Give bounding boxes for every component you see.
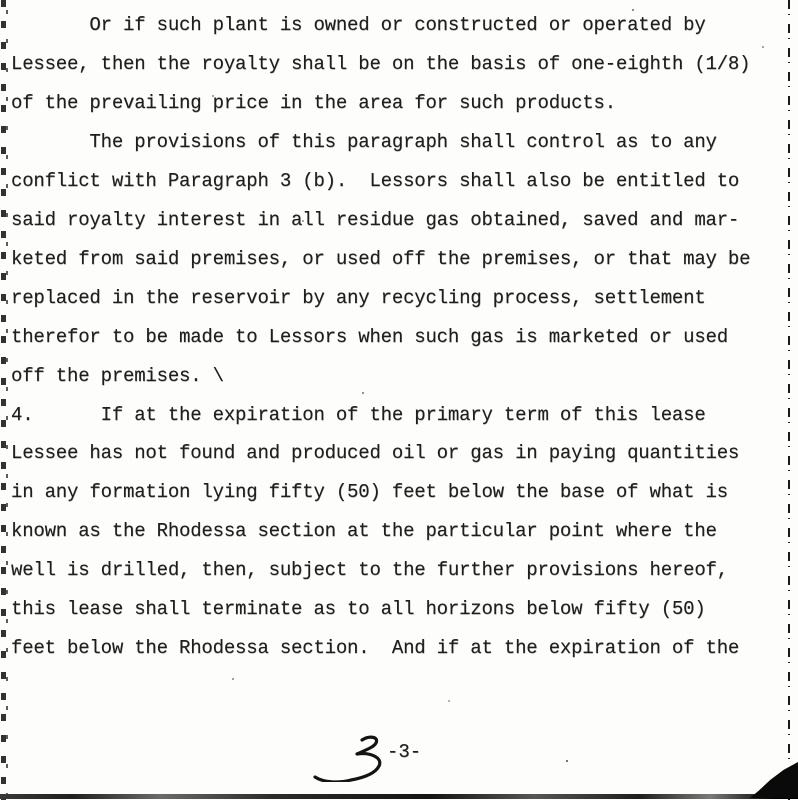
document-body bbox=[11, 6, 794, 668]
document-line: Or if such plant is owned or constructed or operated by bbox=[11, 14, 706, 36]
document-line: The provisions of this paragraph shall control as to any bbox=[11, 130, 717, 153]
page-number: -3- bbox=[387, 741, 422, 763]
torn-edge-left-inner bbox=[6, 10, 8, 800]
document-line: of the prevailing price in the area for such products. bbox=[11, 91, 616, 114]
document-line: off the premises. \ bbox=[11, 364, 224, 387]
document-line: said royalty interest in all residue gas obtained, saved and mar- bbox=[11, 208, 740, 231]
scan-speckles bbox=[0, 0, 2, 2]
scan-edge-bottom bbox=[0, 794, 798, 799]
handwritten-numeral-3 bbox=[312, 734, 384, 782]
document-line: Lessee has not found and produced oil or gas in paying quantities bbox=[11, 442, 740, 465]
document-line: feet below the Rhodessa section. And if at the expiration of the bbox=[11, 637, 740, 660]
page-corner-fold bbox=[750, 762, 798, 798]
document-line: known as the Rhodessa section at the particular point where the bbox=[11, 520, 717, 543]
document-line: in any formation lying fifty (50) feet below the base of what is bbox=[11, 481, 728, 504]
document-line: therefor to be made to Lessors when such gas is marketed or used bbox=[11, 325, 728, 348]
document-line: well is drilled, then, subject to the further provisions hereof, bbox=[11, 559, 728, 582]
document-line: conflict with Paragraph 3 (b). Lessors shall also be entitled to bbox=[11, 169, 740, 192]
document-line: keted from said premises, or used off the premises, or that may be bbox=[11, 247, 751, 270]
document-line: 4. If at the expiration of the primary term of this lease bbox=[11, 403, 706, 426]
document-line: Lessee, then the royalty shall be on the basis of one-eighth (1/8) bbox=[11, 52, 751, 75]
document-line: this lease shall terminate as to all horizons below fifty (50) bbox=[11, 598, 706, 621]
document-line: replaced in the reservoir by any recycling process, settlement bbox=[11, 286, 706, 309]
